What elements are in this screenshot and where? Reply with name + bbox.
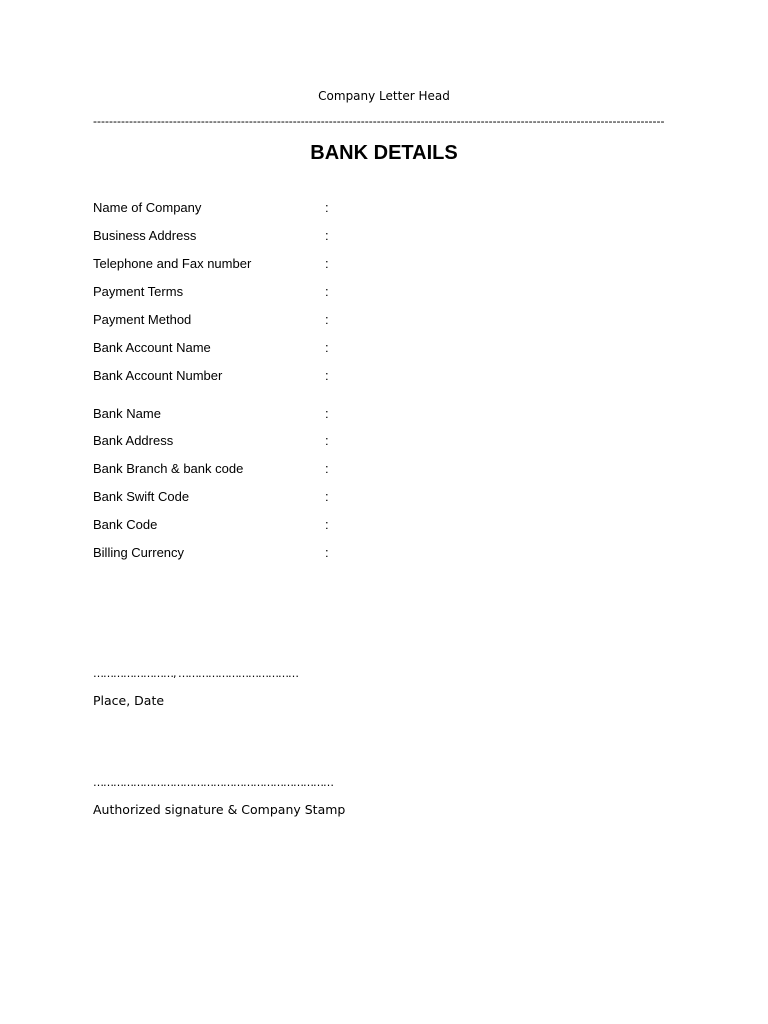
field-colon: :	[325, 517, 329, 532]
field-label: Bank Account Number	[93, 368, 223, 383]
field-label: Payment Terms	[93, 284, 184, 299]
field-row-bank-code	[93, 516, 493, 534]
field-colon: :	[325, 545, 329, 560]
letterhead-text: Company Letter Head	[318, 89, 450, 103]
field-label: Bank Branch & bank code	[93, 461, 244, 476]
field-colon: :	[325, 256, 329, 271]
field-row-business-address	[93, 227, 493, 245]
field-colon: :	[325, 228, 329, 243]
field-row-bank-address	[93, 432, 493, 450]
page-title: BANK DETAILS	[310, 142, 458, 164]
field-row-payment-method	[93, 311, 493, 329]
field-colon: :	[325, 406, 329, 421]
field-label: Bank Address	[93, 433, 174, 448]
field-colon: :	[325, 312, 329, 327]
field-colon: :	[325, 368, 329, 383]
field-label: Bank Code	[93, 517, 158, 532]
field-row-company-name	[93, 199, 493, 217]
signature-line: ………………………………………………………………	[93, 776, 333, 789]
field-label: Bank Account Name	[93, 340, 211, 355]
field-label: Name of Company	[93, 200, 202, 215]
field-label: Bank Name	[93, 406, 161, 421]
field-row-payment-terms	[93, 283, 493, 301]
field-colon: :	[325, 433, 329, 448]
field-colon: :	[325, 284, 329, 299]
field-colon: :	[325, 489, 329, 504]
place-date-label: Place, Date	[93, 693, 165, 708]
field-row-bank-account-number	[93, 367, 493, 385]
field-label: Telephone and Fax number	[93, 256, 252, 271]
header-separator: -----------------------------------------------------------------------------------------------------------------------------------------------	[93, 114, 665, 128]
field-row-telephone-fax	[93, 255, 493, 273]
field-colon: :	[325, 340, 329, 355]
field-row-billing-currency	[93, 544, 493, 562]
field-row-bank-branch-code	[93, 460, 493, 478]
field-label: Bank Swift Code	[93, 489, 190, 504]
field-colon: :	[325, 461, 329, 476]
field-label: Business Address	[93, 228, 197, 243]
field-row-bank-account-name	[93, 339, 493, 357]
field-row-bank-name	[93, 405, 493, 423]
place-date-line: ……………………, ………………………………	[93, 667, 298, 680]
field-label: Payment Method	[93, 312, 192, 327]
field-label: Billing Currency	[93, 545, 185, 560]
field-colon: :	[325, 200, 329, 215]
field-row-bank-swift-code	[93, 488, 493, 506]
signature-label: Authorized signature & Company Stamp	[93, 802, 346, 817]
